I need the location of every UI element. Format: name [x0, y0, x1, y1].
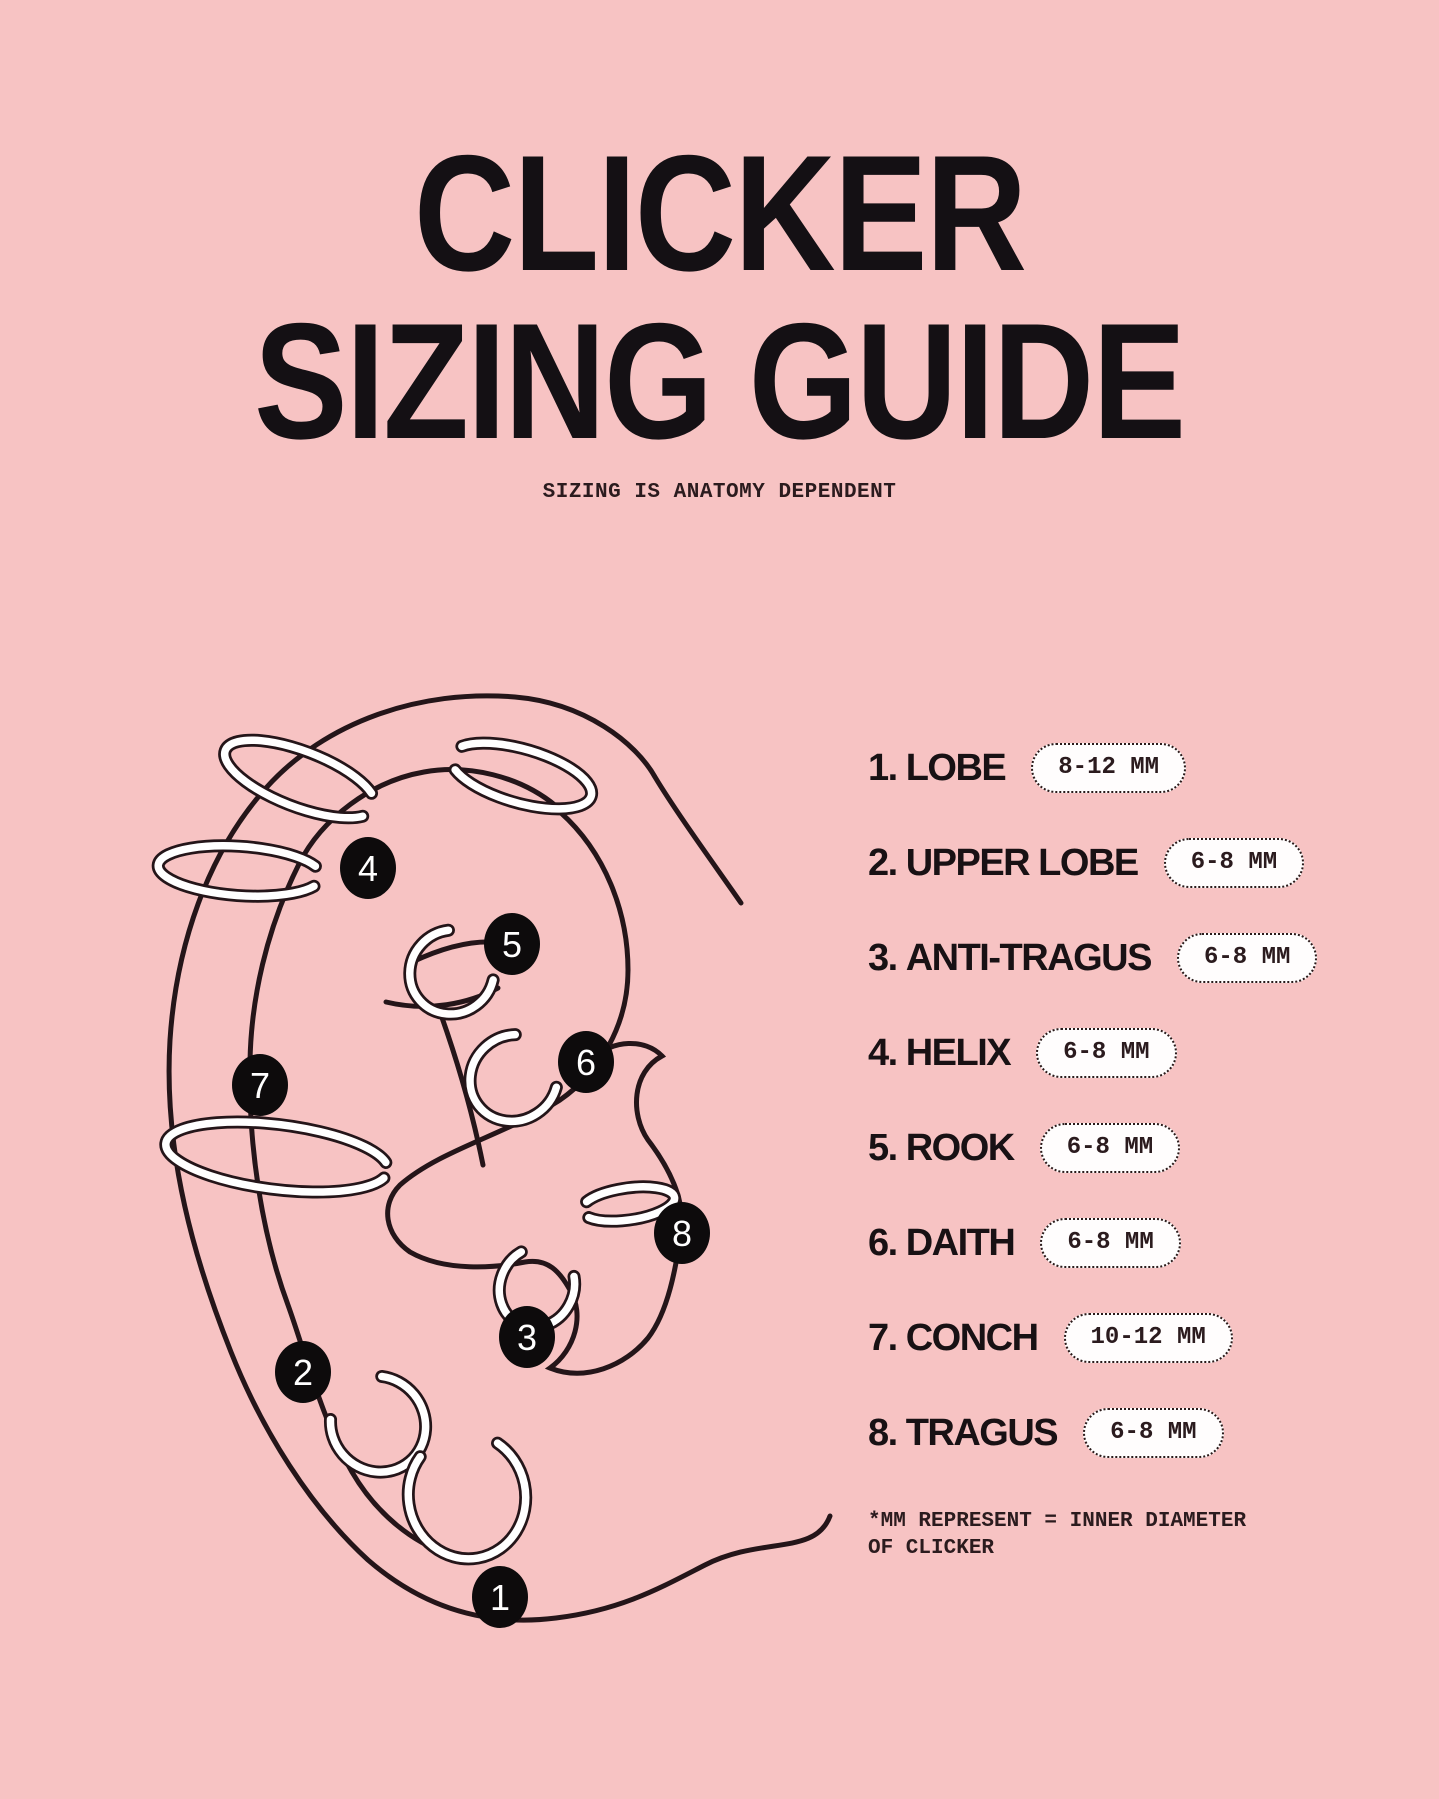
page-title [0, 121, 1439, 473]
svg-text:7: 7 [249, 1065, 271, 1106]
legend-label: ANTI-TRAGUS [905, 936, 1151, 979]
svg-text:2: 2 [292, 1352, 314, 1393]
ear-outer-helix-and-face-line [169, 696, 830, 1620]
legend-label: TRAGUS [905, 1411, 1058, 1454]
ear-badge-6 [558, 1031, 614, 1093]
size-badge: 6-8 MM [1040, 1123, 1180, 1173]
legend-row-conch [868, 1313, 1317, 1363]
svg-text:6: 6 [575, 1042, 597, 1083]
legend-number: 6. [868, 1221, 897, 1264]
legend-row-upper-lobe [868, 838, 1317, 888]
legend-label: CONCH [905, 1316, 1038, 1359]
legend-row-helix [868, 1028, 1317, 1078]
ear-badge-4 [340, 837, 396, 899]
page-subtitle: SIZING IS ANATOMY DEPENDENT [542, 481, 897, 504]
legend-label: DAITH [905, 1221, 1015, 1264]
legend-number: 4. [868, 1031, 897, 1074]
legend-number: 2. [868, 841, 897, 884]
legend-row-daith [868, 1218, 1317, 1268]
legend-number: 5. [868, 1126, 897, 1169]
legend-number: 7. [868, 1316, 897, 1359]
page-title-line-2: SIZING GUIDE [254, 289, 1185, 473]
svg-text:1: 1 [489, 1577, 511, 1618]
size-badge: 10-12 MM [1064, 1313, 1233, 1363]
upper-lobe-ring [320, 1368, 445, 1491]
size-badge: 6-8 MM [1083, 1408, 1223, 1458]
legend-row-tragus [868, 1408, 1317, 1458]
lobe-ring [401, 1440, 535, 1568]
svg-text:4: 4 [357, 848, 379, 889]
size-badge: 6-8 MM [1177, 933, 1317, 983]
sizing-legend [868, 743, 1317, 1503]
legend-label: ROOK [905, 1126, 1014, 1169]
ear-badge-7 [232, 1054, 288, 1116]
ear-concha-tragus-line [388, 812, 682, 1373]
footnote-line-1: *MM REPRESENT = INNER DIAMETER [868, 1510, 1247, 1533]
conch-ring [162, 1111, 389, 1202]
legend-label: LOBE [905, 746, 1006, 789]
legend-row-lobe [868, 743, 1317, 793]
legend-number: 1. [868, 746, 897, 789]
helix-ring-upper-right [451, 732, 599, 822]
legend-row-anti-tragus [868, 933, 1317, 983]
helix-ring-upper-left [215, 724, 377, 831]
legend-label: HELIX [905, 1031, 1011, 1074]
footnote-line-2: OF CLICKER [868, 1537, 995, 1560]
legend-label: UPPER LOBE [905, 841, 1138, 884]
footnote [868, 1508, 1246, 1562]
svg-text:8: 8 [671, 1213, 693, 1254]
ear-diagram [80, 680, 840, 1680]
ear-badge-1 [472, 1566, 528, 1628]
ear-badge-3 [499, 1306, 555, 1368]
svg-text:5: 5 [501, 924, 523, 965]
size-badge: 8-12 MM [1031, 743, 1186, 793]
daith-ring [453, 1028, 562, 1139]
size-badge: 6-8 MM [1164, 838, 1304, 888]
helix-ring-left [156, 841, 316, 901]
legend-row-rook [868, 1123, 1317, 1173]
legend-number: 8. [868, 1411, 897, 1454]
page-title-line-1: CLICKER [413, 121, 1026, 305]
ear-badge-2 [275, 1341, 331, 1403]
size-badge: 6-8 MM [1040, 1218, 1180, 1268]
ear-badge-5 [484, 913, 540, 975]
legend-number: 3. [868, 936, 897, 979]
size-badge: 6-8 MM [1036, 1028, 1176, 1078]
svg-text:3: 3 [516, 1317, 538, 1358]
ear-badge-8 [654, 1202, 710, 1264]
